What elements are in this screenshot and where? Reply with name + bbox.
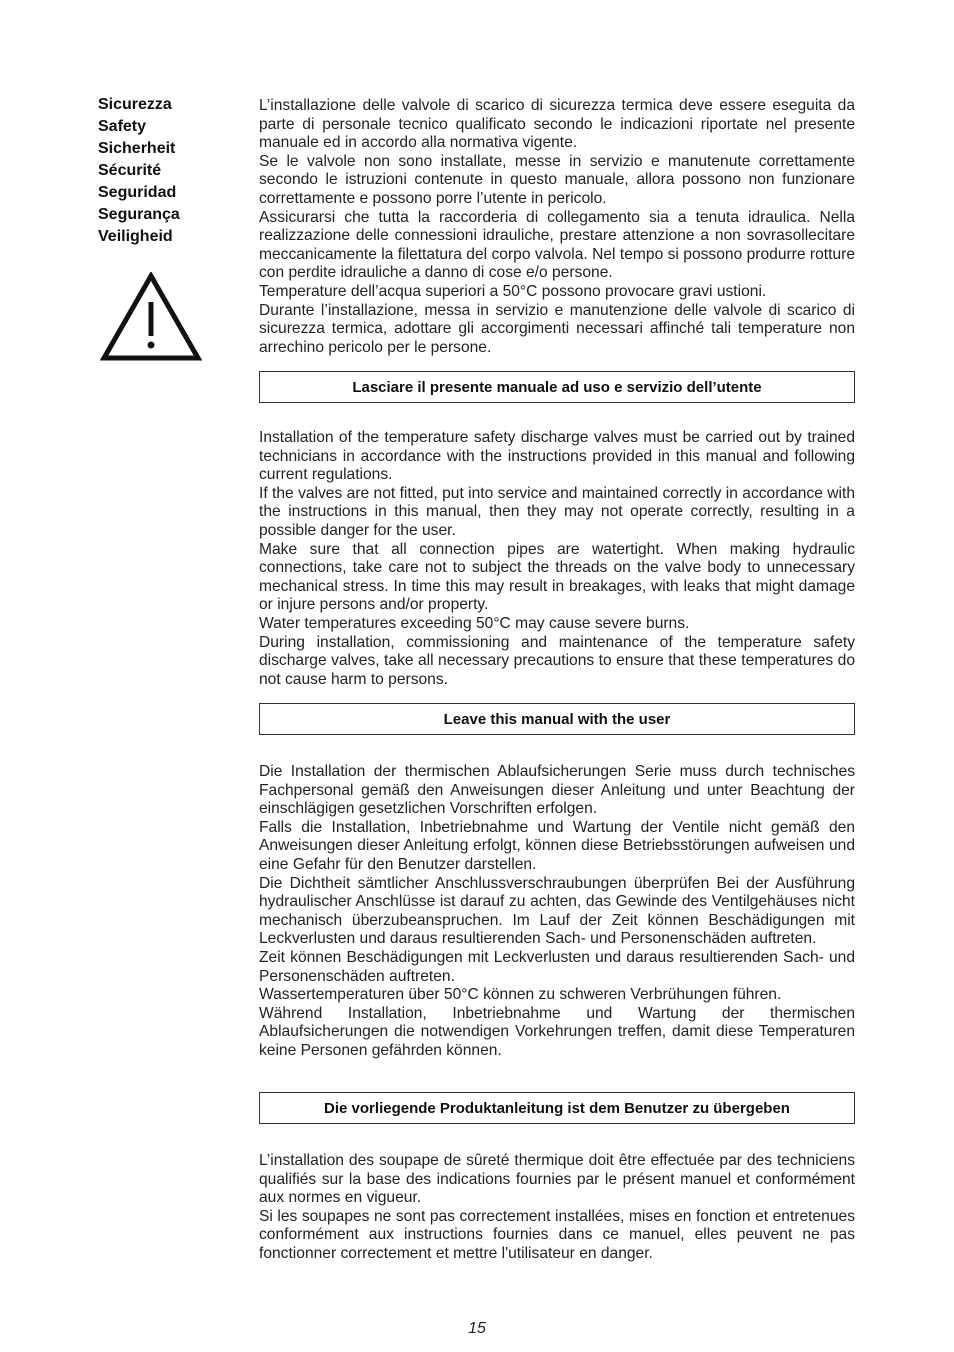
paragraph: Die Dichtheit sämtlicher Anschlussverschraubungen überprüfen Bei der Ausführung hydraulischer Anschlüsse ist darauf zu achten, das Gewinde des Ventilgehäuses nicht mechanisch überzubeanspruchen. Im Lauf der Zeit können Beschädigungen mit Leckverlusten und daraus resultierenden Sach- und Personenschäden auftreten. bbox=[259, 874, 855, 948]
heading-dutch: Veiligheid bbox=[98, 228, 173, 245]
paragraph: Se le valvole non sono installate, messe in servizio e manutenute correttamente secondo le istruzioni contenute in questo manuale, allora possono non funzionare correttamente e possono porre l’utente in pericolo. bbox=[259, 152, 855, 207]
paragraph: During installation, commissioning and maintenance of the temperature safety discharge valves, take all necessary precautions to ensure that these temperatures do not cause harm to persons. bbox=[259, 633, 855, 688]
paragraph: Während Installation, Inbetriebnahme und Wartung der thermischen Ablaufsicherungen die notwendigen Vorkehrungen treffen, damit diese Temperaturen keine Personen gefährden können. bbox=[259, 1004, 855, 1059]
notice-box-english: Leave this manual with the user bbox=[259, 703, 855, 735]
paragraph: Wassertemperaturen über 50°C können zu schweren Verbrühungen führen. bbox=[259, 986, 782, 1004]
heading-spanish: Seguridad bbox=[98, 184, 177, 201]
paragraph: L’installazione delle valvole di scarico di sicurezza termica deve essere eseguita da parte di personale tecnico qualificato secondo le indicazioni riportate nel presente manuale ed in accordo alla normativa vigente. bbox=[259, 97, 855, 152]
paragraph: If the valves are not fitted, put into service and maintained correctly in accordance with the instructions in this manual, then they may not operate correctly, resulting in a possible danger for the user. bbox=[259, 484, 855, 539]
section-french bbox=[259, 1152, 855, 1264]
heading-french: Sécurité bbox=[98, 162, 162, 179]
paragraph: L’installation des soupape de sûreté thermique doit être effectuée par des techniciens qualifiés sur la base des indications fournies par le présent manuel et conformément aux normes en vigueur. bbox=[259, 1152, 855, 1207]
paragraph: Die Installation der thermischen Ablaufsicherungen Serie muss durch technisches Fachpersonal gemäß den Anweisungen dieser Anleitung und unter Beachtung der einschlägigen gesetzlichen Vorschriften erfolgen. bbox=[259, 763, 855, 818]
section-italian bbox=[259, 97, 855, 357]
paragraph: Assicurarsi che tutta la raccorderia di collegamento sia a tenuta idraulica. Nella realizzazione delle connessioni idrauliche, prestare attenzione a non sovrasollecitare meccanicamente la filettatura del corpo valvola. Nel tempo si possono produrre rotture con perdite idrauliche a danno di cose e/o persone. bbox=[259, 208, 855, 282]
heading-italian: Sicurezza bbox=[98, 96, 172, 113]
paragraph: Si les soupapes ne sont pas correctement installées, mises en fonction et entretenues conformément aux instructions fournies dans ce manuel, elles peuvent ne pas fonctionner correctement et mettre l'utilisateur en danger. bbox=[259, 1207, 855, 1262]
paragraph: Durante l’installazione, messa in servizio e manutenzione delle valvole di scarico di sicurezza termica, adottare gli accorgimenti necessari affinché tali temperature non arrechino pericolo per le persone. bbox=[259, 301, 855, 356]
heading-english: Safety bbox=[98, 118, 147, 135]
page-number: 15 bbox=[468, 1320, 486, 1337]
paragraph: Installation of the temperature safety discharge valves must be carried out by trained technicians in accordance with the instructions provided in this manual and following current regulations. bbox=[259, 429, 855, 484]
safety-heading-list bbox=[98, 94, 238, 248]
heading-portuguese: Segurança bbox=[98, 206, 180, 223]
paragraph: Zeit können Beschädigungen mit Leckverlusten und daraus resultierenden Sach- und Personenschäden auftreten. bbox=[259, 948, 855, 985]
notice-box-italian: Lasciare il presente manuale ad uso e servizio dell’utente bbox=[259, 371, 855, 403]
paragraph: Temperature dell’acqua superiori a 50°C possono provocare gravi ustioni. bbox=[259, 282, 767, 300]
paragraph: Water temperatures exceeding 50°C may cause severe burns. bbox=[259, 614, 690, 632]
section-english bbox=[259, 429, 855, 689]
warning-triangle-icon bbox=[100, 272, 202, 362]
notice-box-german: Die vorliegende Produktanleitung ist dem Benutzer zu übergeben bbox=[259, 1092, 855, 1124]
section-german bbox=[259, 763, 855, 1061]
heading-german: Sicherheit bbox=[98, 140, 176, 157]
paragraph: Make sure that all connection pipes are watertight. When making hydraulic connections, take care not to subject the threads on the valve body to unnecessary mechanical stress. In time this may result in breakages, with leaks that might damage or injure persons and/or property. bbox=[259, 540, 855, 614]
paragraph: Falls die Installation, Inbetriebnahme und Wartung der Ventile nicht gemäß den Anweisungen dieser Anleitung erfolgt, können diese Betriebsstörungen aufweisen und eine Gefahr für den Benutzer darstellen. bbox=[259, 818, 855, 873]
